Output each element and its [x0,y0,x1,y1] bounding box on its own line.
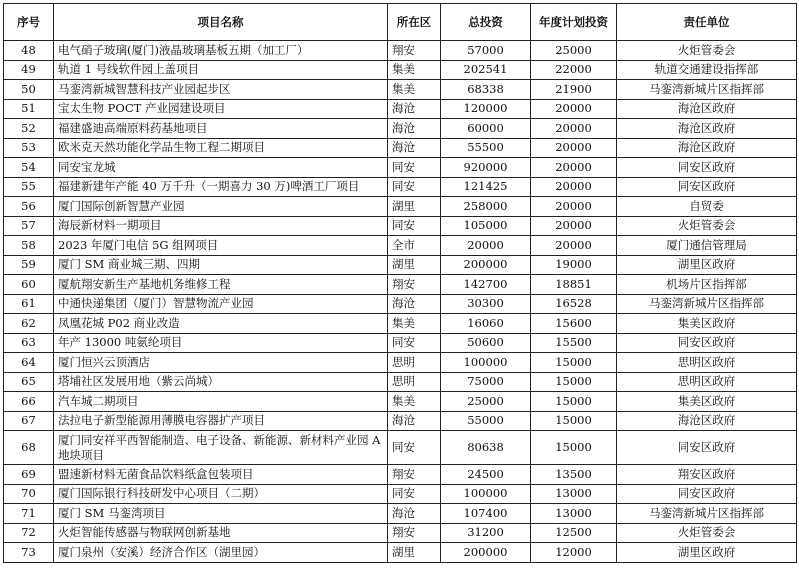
cell-district: 集美 [388,60,441,80]
cell-district: 同安 [388,158,441,178]
cell-annual-investment: 20000 [531,236,617,256]
cell-district: 同安 [388,177,441,197]
cell-annual-investment: 15000 [531,411,617,431]
cell-annual-investment: 15000 [531,431,617,465]
cell-no: 59 [4,255,54,275]
cell-project-name: 盟速新材料无菌食品饮料纸盒包装项目 [54,465,388,485]
cell-project-name: 塔埔社区发展用地（紫云尚城） [54,372,388,392]
cell-total-investment: 20000 [441,236,531,256]
cell-annual-investment: 20000 [531,177,617,197]
cell-responsible-unit: 机场片区指挥部 [617,275,797,295]
cell-district: 海沧 [388,119,441,139]
project-table [3,3,797,563]
cell-district: 思明 [388,372,441,392]
cell-district: 湖里 [388,197,441,217]
cell-no: 53 [4,138,54,158]
cell-no: 48 [4,41,54,61]
cell-total-investment: 50600 [441,333,531,353]
cell-annual-investment: 12500 [531,523,617,543]
cell-total-investment: 16060 [441,314,531,334]
cell-no: 65 [4,372,54,392]
cell-annual-investment: 21900 [531,80,617,100]
table-row [4,177,797,197]
table-row [4,99,797,119]
cell-no: 51 [4,99,54,119]
cell-total-investment: 55500 [441,138,531,158]
cell-district: 同安 [388,431,441,465]
cell-annual-investment: 12000 [531,543,617,563]
cell-no: 49 [4,60,54,80]
cell-responsible-unit: 火炬管委会 [617,523,797,543]
cell-annual-investment: 15000 [531,353,617,373]
cell-district: 同安 [388,333,441,353]
cell-project-name: 凤凰花城 P02 商业改造 [54,314,388,334]
cell-total-investment: 105000 [441,216,531,236]
cell-responsible-unit: 同安区政府 [617,158,797,178]
cell-annual-investment: 13000 [531,484,617,504]
cell-responsible-unit: 湖里区政府 [617,255,797,275]
header-unit: 责任单位 [617,4,797,41]
cell-total-investment: 107400 [441,504,531,524]
cell-no: 69 [4,465,54,485]
cell-responsible-unit: 翔安区政府 [617,465,797,485]
cell-district: 同安 [388,216,441,236]
cell-total-investment: 200000 [441,543,531,563]
cell-project-name: 福建新建年产能 40 万千升（一期喜力 30 万)啤酒工厂项目 [54,177,388,197]
table-row [4,197,797,217]
cell-no: 64 [4,353,54,373]
cell-annual-investment: 20000 [531,216,617,236]
table-row [4,392,797,412]
cell-responsible-unit: 同安区政府 [617,333,797,353]
cell-no: 57 [4,216,54,236]
cell-project-name: 厦门 SM 商业城三期、四期 [54,255,388,275]
cell-no: 71 [4,504,54,524]
table-row [4,372,797,392]
cell-no: 67 [4,411,54,431]
table-row [4,236,797,256]
cell-total-investment: 55000 [441,411,531,431]
table-row [4,41,797,61]
cell-responsible-unit: 马銮湾新城片区指挥部 [617,504,797,524]
cell-project-name: 厦门 SM 马銮湾项目 [54,504,388,524]
cell-project-name: 厦门同安祥平西智能制造、电子设备、新能源、新材料产业园 A 地块项目 [54,431,388,465]
cell-responsible-unit: 海沧区政府 [617,138,797,158]
cell-no: 60 [4,275,54,295]
cell-total-investment: 25000 [441,392,531,412]
cell-no: 62 [4,314,54,334]
header-annual: 年度计划投资 [531,4,617,41]
cell-district: 湖里 [388,255,441,275]
table-row [4,411,797,431]
cell-district: 集美 [388,80,441,100]
cell-district: 全市 [388,236,441,256]
cell-project-name: 厦门恒兴云顶酒店 [54,353,388,373]
cell-total-investment: 120000 [441,99,531,119]
cell-total-investment: 30300 [441,294,531,314]
cell-annual-investment: 13000 [531,504,617,524]
cell-project-name: 轨道 1 号线软件园上盖项目 [54,60,388,80]
table-row [4,158,797,178]
cell-total-investment: 142700 [441,275,531,295]
cell-project-name: 马銮湾新城智慧科技产业园起步区 [54,80,388,100]
cell-district: 思明 [388,353,441,373]
table-row [4,504,797,524]
cell-total-investment: 121425 [441,177,531,197]
table-body [4,41,797,563]
table-row [4,431,797,465]
table-row [4,275,797,295]
header-district: 所在区 [388,4,441,41]
cell-district: 翔安 [388,523,441,543]
cell-project-name: 中通快递集团（厦门）智慧物流产业园 [54,294,388,314]
table-row [4,60,797,80]
cell-total-investment: 60000 [441,119,531,139]
table-row [4,80,797,100]
cell-district: 海沧 [388,504,441,524]
cell-project-name: 厦门国际创新智慧产业园 [54,197,388,217]
header-total: 总投资 [441,4,531,41]
table-header-row [4,4,797,41]
table-row [4,333,797,353]
cell-district: 集美 [388,314,441,334]
cell-district: 海沧 [388,99,441,119]
cell-project-name: 火炬智能传感器与物联网创新基地 [54,523,388,543]
table-row [4,523,797,543]
cell-district: 湖里 [388,543,441,563]
cell-no: 70 [4,484,54,504]
table-row [4,353,797,373]
cell-responsible-unit: 同安区政府 [617,177,797,197]
cell-total-investment: 100000 [441,353,531,373]
cell-district: 翔安 [388,465,441,485]
cell-responsible-unit: 厦门通信管理局 [617,236,797,256]
cell-no: 68 [4,431,54,465]
table-row [4,314,797,334]
table-row [4,294,797,314]
cell-project-name: 电气硝子玻璃(厦门)液晶玻璃基板五期（加工厂） [54,41,388,61]
cell-responsible-unit: 集美区政府 [617,392,797,412]
cell-annual-investment: 15000 [531,372,617,392]
cell-responsible-unit: 轨道交通建设指挥部 [617,60,797,80]
cell-project-name: 2023 年厦门电信 5G 组网项目 [54,236,388,256]
cell-annual-investment: 15500 [531,333,617,353]
table-row [4,484,797,504]
table-row [4,119,797,139]
table-row [4,138,797,158]
cell-no: 61 [4,294,54,314]
cell-total-investment: 75000 [441,372,531,392]
table-row [4,216,797,236]
cell-district: 同安 [388,484,441,504]
cell-district: 集美 [388,392,441,412]
cell-district: 海沧 [388,138,441,158]
cell-total-investment: 80638 [441,431,531,465]
header-name: 项目名称 [54,4,388,41]
cell-responsible-unit: 火炬管委会 [617,216,797,236]
cell-annual-investment: 20000 [531,99,617,119]
cell-project-name: 厦门国际银行科技研发中心项目（二期） [54,484,388,504]
cell-project-name: 厦航翔安新生产基地机务维修工程 [54,275,388,295]
cell-annual-investment: 19000 [531,255,617,275]
cell-responsible-unit: 自贸委 [617,197,797,217]
table-row [4,543,797,563]
header-no: 序号 [4,4,54,41]
cell-project-name: 法拉电子新型能源用薄膜电容器扩产项目 [54,411,388,431]
cell-responsible-unit: 同安区政府 [617,484,797,504]
cell-total-investment: 920000 [441,158,531,178]
cell-project-name: 欧米克天然功能化学品生物工程二期项目 [54,138,388,158]
cell-no: 52 [4,119,54,139]
cell-total-investment: 68338 [441,80,531,100]
cell-no: 56 [4,197,54,217]
cell-annual-investment: 20000 [531,158,617,178]
cell-responsible-unit: 思明区政府 [617,372,797,392]
cell-total-investment: 200000 [441,255,531,275]
cell-no: 72 [4,523,54,543]
cell-total-investment: 31200 [441,523,531,543]
cell-responsible-unit: 马銮湾新城片区指挥部 [617,294,797,314]
cell-project-name: 福建盛迪高端原料药基地项目 [54,119,388,139]
cell-annual-investment: 20000 [531,197,617,217]
cell-no: 58 [4,236,54,256]
cell-annual-investment: 22000 [531,60,617,80]
cell-responsible-unit: 海沧区政府 [617,99,797,119]
cell-responsible-unit: 集美区政府 [617,314,797,334]
cell-annual-investment: 20000 [531,138,617,158]
cell-project-name: 同安宝龙城 [54,158,388,178]
cell-no: 73 [4,543,54,563]
cell-annual-investment: 20000 [531,119,617,139]
cell-annual-investment: 13500 [531,465,617,485]
cell-district: 海沧 [388,411,441,431]
cell-responsible-unit: 海沧区政府 [617,411,797,431]
cell-responsible-unit: 思明区政府 [617,353,797,373]
table-row [4,255,797,275]
cell-total-investment: 202541 [441,60,531,80]
cell-district: 翔安 [388,275,441,295]
cell-annual-investment: 18851 [531,275,617,295]
cell-responsible-unit: 海沧区政府 [617,119,797,139]
cell-project-name: 海辰新材料一期项目 [54,216,388,236]
cell-annual-investment: 15000 [531,392,617,412]
cell-no: 54 [4,158,54,178]
project-table-container [3,3,797,563]
cell-no: 50 [4,80,54,100]
cell-project-name: 厦门泉州（安溪）经济合作区（湖里园） [54,543,388,563]
cell-responsible-unit: 马銮湾新城片区指挥部 [617,80,797,100]
cell-annual-investment: 25000 [531,41,617,61]
cell-responsible-unit: 火炬管委会 [617,41,797,61]
cell-no: 55 [4,177,54,197]
cell-responsible-unit: 湖里区政府 [617,543,797,563]
cell-project-name: 汽车城二期项目 [54,392,388,412]
cell-annual-investment: 16528 [531,294,617,314]
cell-total-investment: 258000 [441,197,531,217]
cell-no: 63 [4,333,54,353]
cell-annual-investment: 15600 [531,314,617,334]
table-row [4,465,797,485]
cell-district: 翔安 [388,41,441,61]
cell-total-investment: 57000 [441,41,531,61]
cell-total-investment: 24500 [441,465,531,485]
cell-district: 海沧 [388,294,441,314]
cell-responsible-unit: 同安区政府 [617,431,797,465]
cell-project-name: 宝太生物 POCT 产业园建设项目 [54,99,388,119]
cell-total-investment: 100000 [441,484,531,504]
cell-project-name: 年产 13000 吨氨纶项目 [54,333,388,353]
cell-no: 66 [4,392,54,412]
